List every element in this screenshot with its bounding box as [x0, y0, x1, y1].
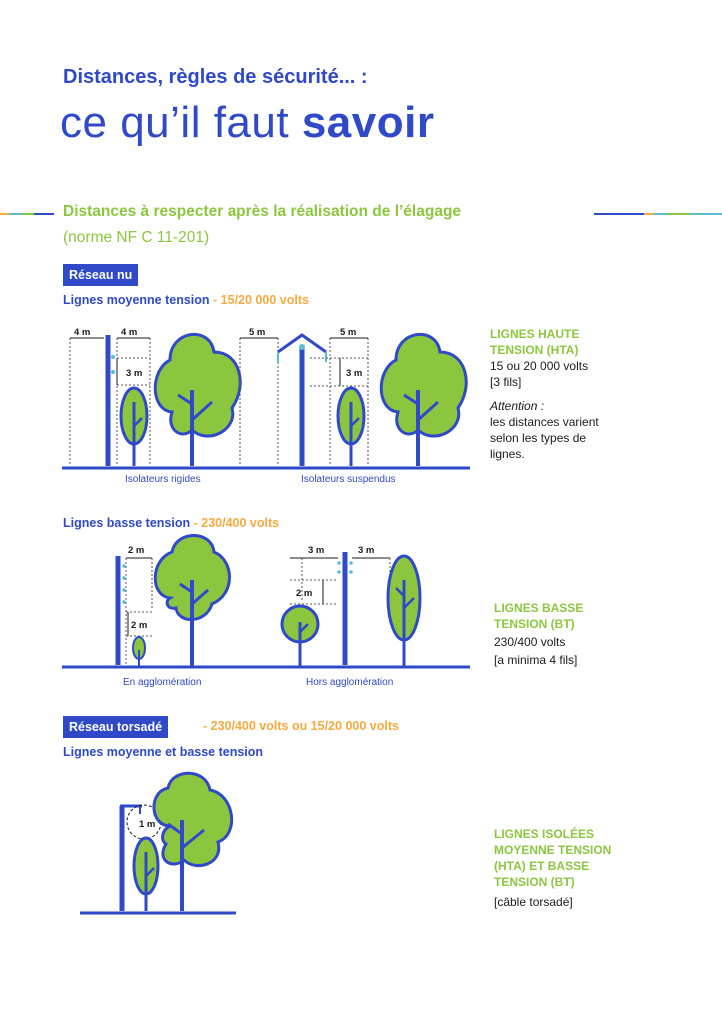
bt-voltage: - 230/400 volts — [193, 516, 280, 530]
hta-title: Lignes moyenne tension — [63, 293, 210, 307]
dim-4m-a: 4 m — [74, 327, 91, 338]
caption-suspendus: Isolateurs suspendus — [301, 474, 396, 485]
hta-diagram — [62, 327, 470, 468]
side-iso — [494, 826, 644, 910]
dim-5m-a: 5 m — [249, 327, 266, 338]
hta-voltage: - 15/20 000 volts — [213, 293, 309, 307]
hta-note-2: selon les types de — [490, 431, 587, 445]
bt-wires: [a minima 4 fils] — [494, 653, 578, 667]
caption-rigides: Isolateurs rigides — [125, 474, 201, 485]
caption-hors: Hors agglomération — [306, 677, 394, 688]
badge-reseau-torsade: Réseau torsadé — [63, 716, 168, 738]
caption-agglo: En agglomération — [123, 677, 202, 688]
dim-3m-d: 3 m — [358, 545, 375, 556]
dim-3m-b: 3 m — [346, 368, 363, 379]
torsade-voltage — [203, 719, 399, 733]
dim-2m-c: 2 m — [296, 588, 313, 599]
dim-1m: 1 m — [139, 819, 156, 830]
hta-voltage-side: 15 ou 20 000 volts — [490, 359, 589, 373]
hta-attention: Attention : — [490, 399, 545, 413]
hta-wires: [3 fils] — [490, 375, 522, 389]
hta-note-3: lignes. — [490, 447, 525, 461]
bt-heading-1: LIGNES BASSE — [494, 601, 584, 615]
dim-2m-b: 2 m — [131, 620, 148, 631]
torsade-diagram — [80, 773, 236, 913]
iso-cable: [câble torsadé] — [494, 895, 573, 909]
dim-3m-c: 3 m — [308, 545, 325, 556]
hta-subtitle — [63, 293, 309, 307]
side-bt — [494, 600, 644, 668]
torsade-voltage-text: - 230/400 volts ou 15/20 000 volts — [203, 719, 399, 733]
bt-diagram — [62, 536, 470, 668]
torsade-title: Lignes moyenne et basse tension — [63, 745, 264, 759]
hta-heading-2: TENSION (HTA) — [490, 343, 579, 357]
dim-3m-a: 3 m — [126, 368, 143, 379]
section-title: Distances à respecter après la réalisation de l’élagage — [63, 203, 462, 220]
bt-voltage-side: 230/400 volts — [494, 635, 566, 649]
hta-heading-1: LIGNES HAUTE — [490, 327, 580, 341]
dim-5m-b: 5 m — [340, 327, 357, 338]
title-normal: ce qu’il faut — [60, 98, 290, 147]
badge-reseau-nu: Réseau nu — [63, 264, 138, 286]
side-hta — [490, 326, 640, 462]
hta-note-1: les distances varient — [490, 415, 599, 429]
iso-heading-2: MOYENNE TENSION — [494, 843, 612, 857]
title-bold: savoir — [301, 98, 435, 147]
dim-4m-b: 4 m — [121, 327, 138, 338]
iso-heading-1: LIGNES ISOLÉES — [494, 827, 595, 841]
bt-title: Lignes basse tension — [63, 516, 191, 530]
bt-heading-2: TENSION (BT) — [494, 617, 575, 631]
section-norm: (norme NF C 11-201) — [63, 229, 210, 246]
bt-subtitle — [63, 516, 279, 530]
dim-2m-a: 2 m — [128, 545, 145, 556]
iso-heading-4: TENSION (BT) — [494, 875, 575, 889]
iso-heading-3: (HTA) ET BASSE — [494, 859, 590, 873]
page-title-line1: Distances, règles de sécurité... : — [63, 66, 368, 88]
